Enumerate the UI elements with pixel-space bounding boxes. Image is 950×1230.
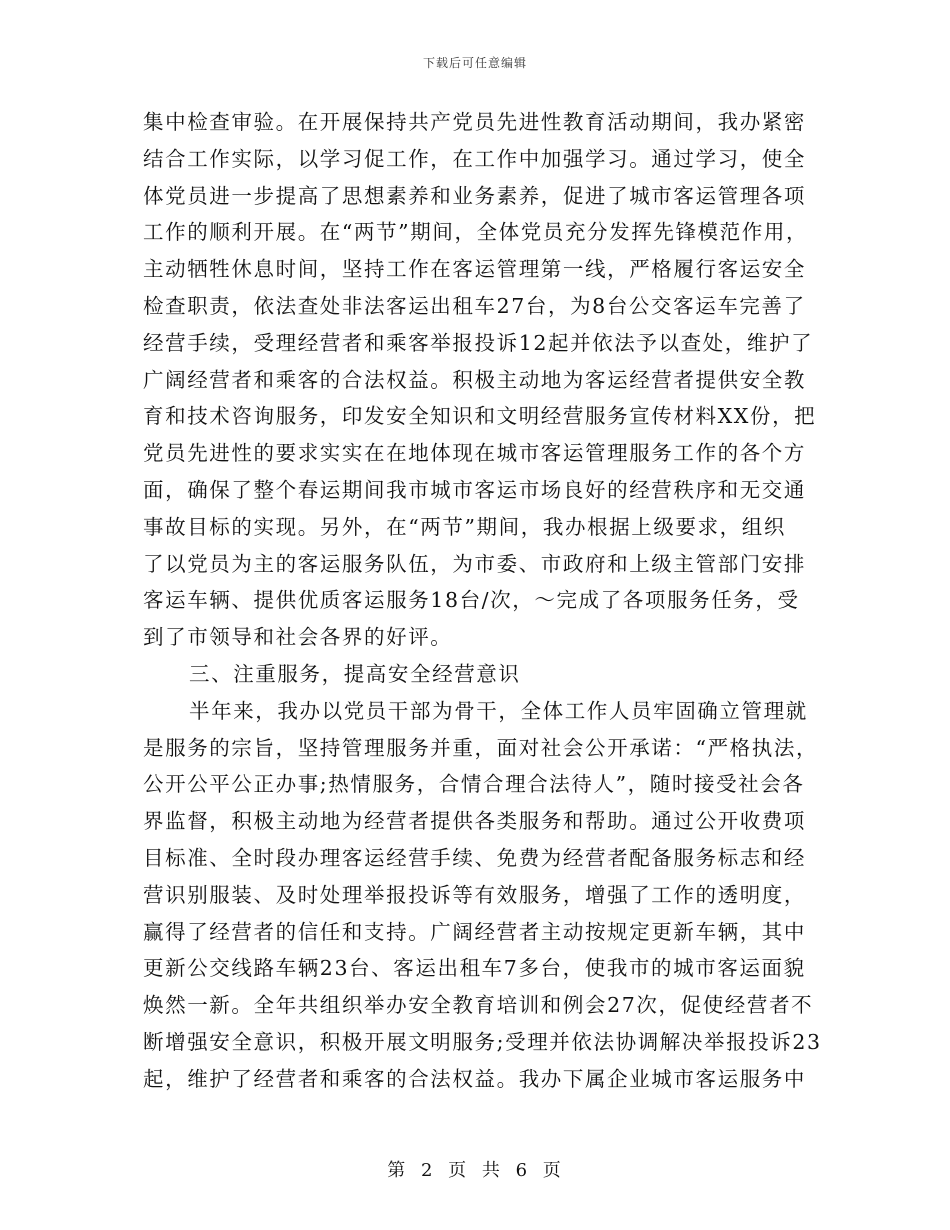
paragraph-line: 客运车辆、提供优质客运服务18台/次，～完成了各项服务任务，受 [143, 588, 800, 613]
paragraph-line: 焕然一新。全年共组织举办安全教育培训和例会27次，促使经营者不 [143, 993, 814, 1018]
document-body [143, 104, 822, 1098]
paragraph-line: 是服务的宗旨，坚持管理服务并重，面对社会公开承诺：“严格执法， [143, 735, 819, 760]
paragraph-line: 断增强安全意识，积极开展文明服务;受理并依法协调解决举报投诉23 [143, 1029, 822, 1054]
paragraph-line: 检查职责，依法查处非法客运出租车27台，为8台公交客运车完善了 [143, 293, 806, 318]
paragraph-line: 事故目标的实现。另外，在“两节”期间，我办根据上级要求，组织 [143, 514, 786, 539]
paragraph-line: 工作的顺利开展。在“两节”期间，全体党员充分发挥先锋模范作用， [143, 220, 809, 245]
section-heading: 三、注重服务，提高安全经营意识 [189, 661, 521, 686]
paragraph-line: 赢得了经营者的信任和支持。广阔经营者主动按规定更新车辆，其中 [143, 919, 806, 944]
paragraph-line: 到了市领导和社会各界的好评。 [143, 625, 453, 650]
paragraph-line: 集中检查审验。在开展保持共产党员先进性教育活动期间，我办紧密 [143, 110, 806, 134]
paragraph-line: 营识别服装、及时处理举报投诉等有效服务，增强了工作的透明度， [143, 882, 806, 907]
paragraph-line: 党员先进性的要求实实在在地体现在城市客运管理服务工作的各个方 [143, 441, 806, 466]
paragraph-line: 更新公交线路车辆23台、客运出租车7多台，使我市的城市客运面貌 [143, 956, 806, 981]
page-header: 下载后可任意编辑 [422, 56, 527, 70]
paragraph-line: 半年来，我办以党员干部为骨干，全体工作人员牢固确立管理就 [189, 698, 808, 723]
paragraph-line: 公开公平公正办事;热情服务，合情合理合法待人”，随时接受社会各 [143, 772, 805, 797]
paragraph-line: 结合工作实际，以学习促工作，在工作中加强学习。通过学习，使全 [143, 146, 806, 171]
paragraph-line: 主动牺牲休息时间，坚持工作在客运管理第一线，严格履行客运安全 [143, 257, 806, 282]
paragraph-line: 广阔经营者和乘客的合法权益。积极主动地为客运经营者提供安全教 [143, 367, 806, 392]
paragraph-line: 育和技术咨询服务，印发安全知识和文明经营服务宣传材料XX份，把 [143, 404, 817, 429]
paragraph-line: 起，维护了经营者和乘客的合法权益。我办下属企业城市客运服务中 [143, 1066, 806, 1091]
paragraph-line: 经营手续，受理经营者和乘客举报投诉12起并依法予以查处，维护了 [143, 330, 814, 355]
page-number: 第 2 页 共 6 页 [387, 1160, 563, 1181]
paragraph-line: 了以党员为主的客运服务队伍，为市委、市政府和上级主管部门安排 [143, 551, 806, 576]
paragraph-line: 体党员进一步提高了思想素养和业务素养，促进了城市客运管理各项 [143, 183, 806, 208]
paragraph-line: 面，确保了整个春运期间我市城市客运市场良好的经营秩序和无交通 [143, 477, 806, 502]
paragraph-line: 界监督，积极主动地为经营者提供各类服务和帮助。通过公开收费项 [143, 809, 806, 834]
paragraph-line: 目标准、全时段办理客运经营手续、免费为经营者配备服务标志和经 [143, 845, 806, 870]
